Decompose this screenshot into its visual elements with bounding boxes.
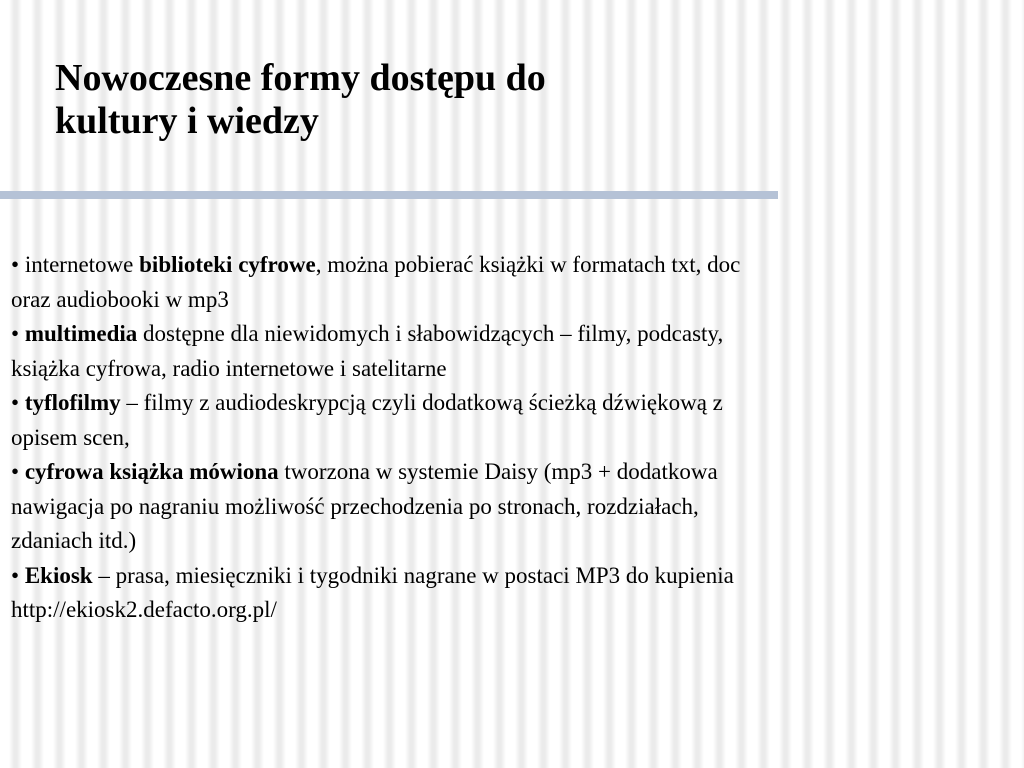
bullet-item-biblioteki-cyfrowe <box>11 248 1011 317</box>
bullet-keyword: Ekiosk <box>24 562 93 588</box>
bullet-text-continued: książka cyfrowa, radio internetowe i satelitarne <box>11 355 447 381</box>
bullet-text: – filmy z audiodeskrypcją czyli dodatkową ścieżką dźwiękową z <box>120 390 723 415</box>
slide-title-line-2: kultury i wiedzy <box>55 100 319 142</box>
bullet-keyword: cyfrowa książka mówiona <box>24 459 279 484</box>
bullet-marker: • <box>11 459 25 484</box>
slide-title-line-1: Nowoczesne formy dostępu do <box>55 57 546 99</box>
bullet-marker: • <box>11 321 25 346</box>
bullet-keyword: biblioteki cyfrowe <box>139 252 316 277</box>
bullet-item-multimedia <box>11 317 1011 386</box>
bullet-marker: • <box>11 252 25 277</box>
title-divider <box>0 191 778 199</box>
bullet-marker: • <box>11 390 25 415</box>
bullet-text: , można pobierać książki w formatach txt, doc <box>315 252 741 277</box>
bullet-item-ekiosk <box>11 559 1011 628</box>
bullet-keyword: multimedia <box>24 321 138 346</box>
bullet-text-pre: internetowe <box>24 252 140 277</box>
slide-title <box>55 57 755 143</box>
bullet-item-cyfrowa-ksiazka-mowiona <box>11 455 1011 559</box>
bullet-marker: • <box>11 562 25 588</box>
bullet-text-continued: opisem scen, <box>11 424 130 450</box>
bullet-text-continued: zdaniach itd.) <box>11 528 137 553</box>
bullet-text-continued: nawigacja po nagraniu możliwość przechodzenia po stronach, rozdziałach, <box>11 493 699 519</box>
ekiosk-url: http://ekiosk2.defacto.org.pl/ <box>11 597 277 622</box>
bullet-text: tworzona w systemie Daisy (mp3 + dodatkowa <box>278 459 718 484</box>
bullet-text: dostępne dla niewidomych i słabowidzących – filmy, podcasty, <box>137 321 724 346</box>
bullet-item-tyflofilmy <box>11 386 1011 455</box>
bullet-text: – prasa, miesięczniki i tygodniki nagrane w postaci MP3 do kupienia <box>92 562 734 588</box>
bullet-text-continued: oraz audiobooki w mp3 <box>11 286 229 312</box>
bullet-list <box>11 248 1011 628</box>
bullet-keyword: tyflofilmy <box>24 390 121 415</box>
